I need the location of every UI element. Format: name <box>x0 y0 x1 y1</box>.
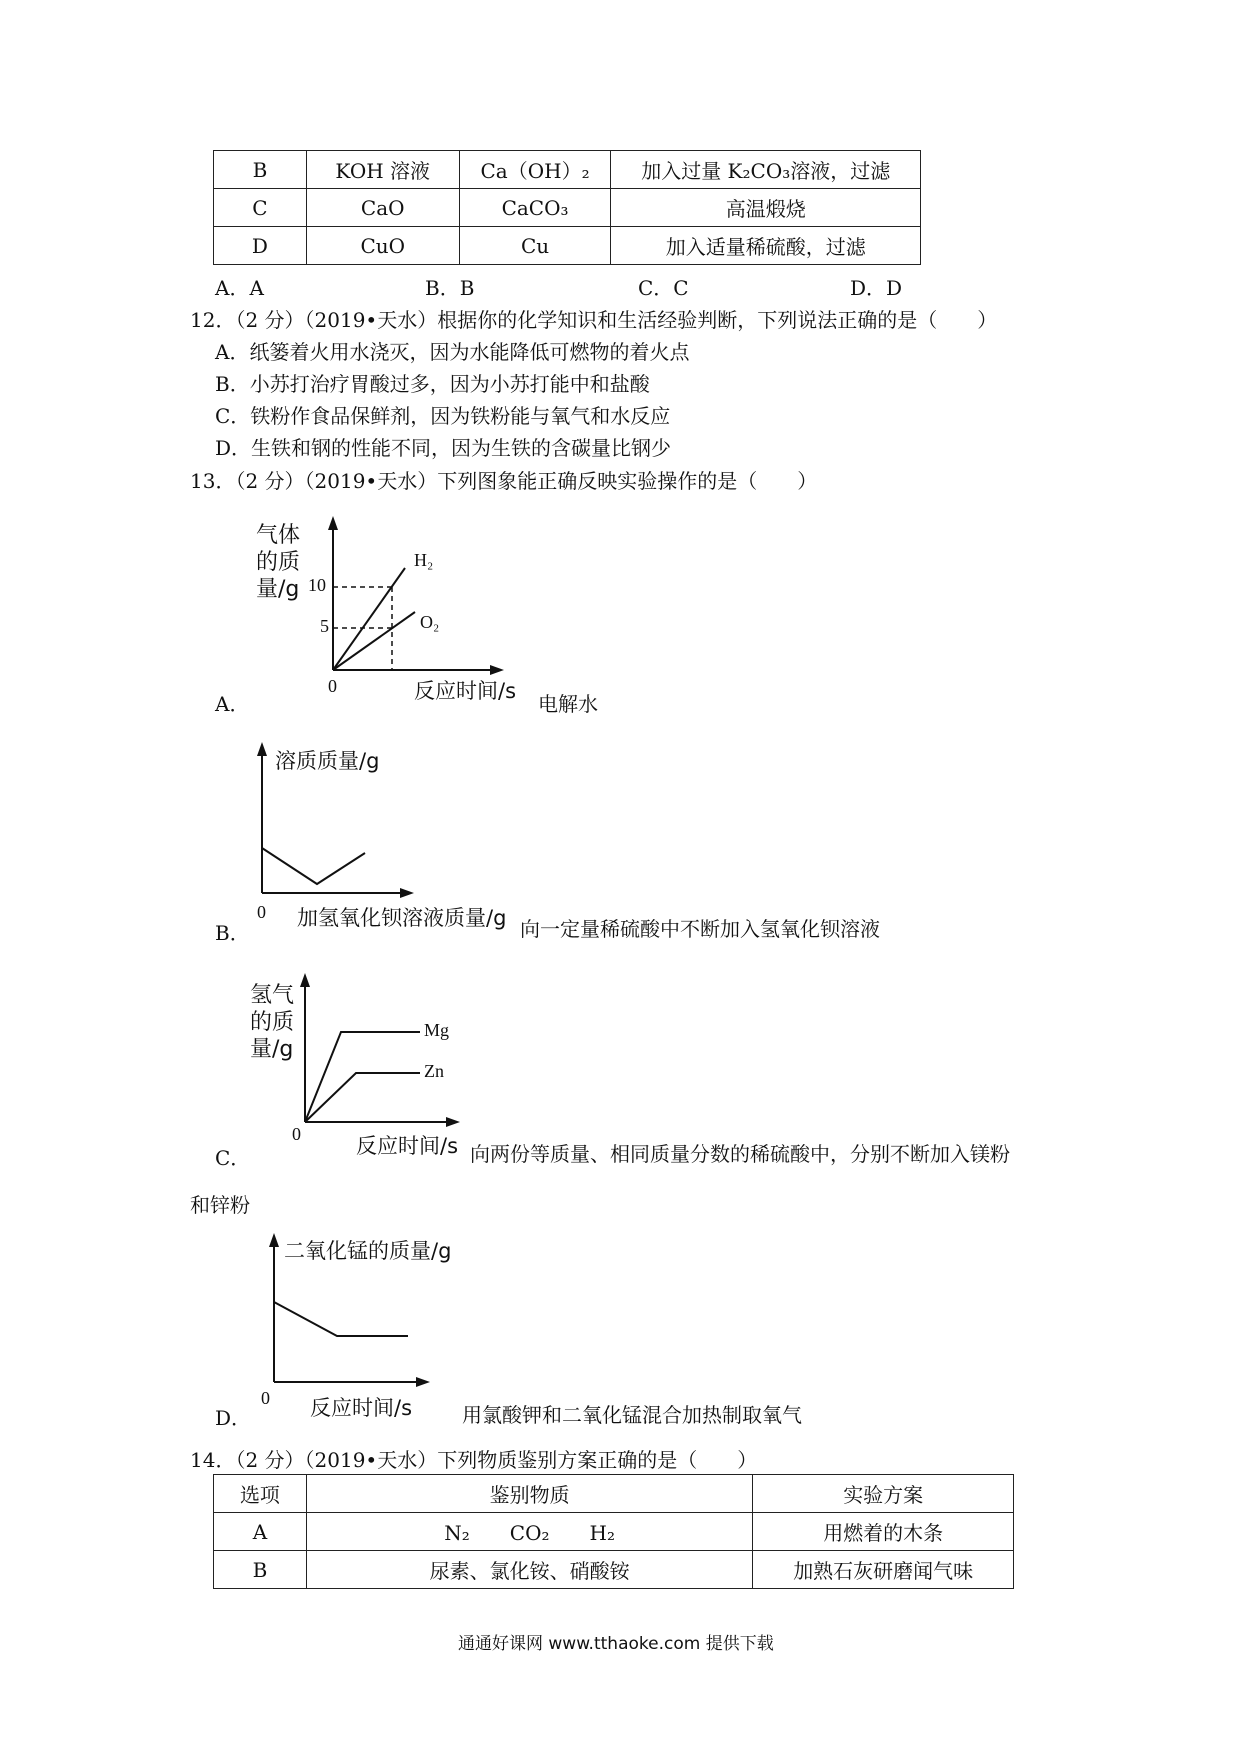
q12-option-c: C．铁粉作食品保鲜剂，因为铁粉能与氧气和水反应 <box>215 404 671 428</box>
table-cell: 加入适量稀硫酸，过滤 <box>611 227 921 265</box>
table-cell: CaCO₃ <box>459 189 611 227</box>
q13-c-label: C． <box>215 1146 251 1170</box>
graph-a-origin: 0 <box>328 676 337 696</box>
graph-c-xlabel: 反应时间/s <box>356 1134 459 1158</box>
question-12-stem: 12．（2 分）（2019•天水）根据你的化学知识和生活经验判断，下列说法正确的是（ ） <box>190 308 998 332</box>
q13-b-desc: 向一定量稀硫酸中不断加入氢氧化钡溶液 <box>520 917 880 941</box>
table-cell: 用燃着的木条 <box>753 1513 1014 1551</box>
table-cell: A <box>214 1513 307 1551</box>
option-c: C．C <box>638 276 689 300</box>
table-header-cell: 实验方案 <box>753 1475 1014 1513</box>
q13-a-label: A． <box>215 692 250 716</box>
graph-b-xlabel: 加氢氧化钡溶液质量/g <box>297 906 507 930</box>
table-cell: Cu <box>459 227 611 265</box>
option-a: A．A <box>215 276 264 300</box>
table-cell: C <box>214 189 307 227</box>
graph-a-ylabel-1: 气体 <box>256 523 301 548</box>
q13-c-desc: 向两份等质量、相同质量分数的稀硫酸中，分别不断加入镁粉 <box>470 1142 1010 1166</box>
option-b: B．B <box>425 276 475 300</box>
table-row <box>214 1551 1014 1589</box>
graph-d-ylabel: 二氧化锰的质量/g <box>284 1239 452 1263</box>
graph-a-tick-10: 10 <box>308 575 326 595</box>
option-d: D．D <box>850 276 903 300</box>
q13-c-desc-cont: 和锌粉 <box>190 1193 250 1217</box>
graph-a-xlabel: 反应时间/s <box>414 679 517 703</box>
q12-option-b: B．小苏打治疗胃酸过多，因为小苏打能中和盐酸 <box>215 372 650 396</box>
graph-c-ylabel-3: 量/g <box>250 1037 294 1062</box>
graph-d-y-arrow <box>269 1233 279 1247</box>
table-cell: Ca（OH）₂ <box>459 151 611 189</box>
table-cell: B <box>214 151 307 189</box>
page-footer: 通通好课网 www.tthaoke.com 提供下载 <box>458 1634 774 1654</box>
graph-a-tick-5: 5 <box>320 616 329 636</box>
graph-a-ylabel-2: 的质 <box>256 550 301 575</box>
graph-d-xlabel: 反应时间/s <box>310 1396 413 1420</box>
q13-b-label: B． <box>215 921 250 945</box>
graph-d-origin: 0 <box>261 1388 270 1408</box>
graph-c-ylabel-1: 氢气 <box>250 983 295 1008</box>
table-cell: CaO <box>306 189 459 227</box>
graph-c-zn-label: Zn <box>424 1061 444 1081</box>
table-cell: D <box>214 227 307 265</box>
q12-option-d: D．生铁和钢的性能不同，因为生铁的含碳量比钢少 <box>215 436 672 460</box>
table-cell: CuO <box>306 227 459 265</box>
question-13-stem: 13．（2 分）（2019•天水）下列图象能正确反映实验操作的是（ ） <box>190 469 818 493</box>
table-cell: 加熟石灰研磨闻气味 <box>753 1551 1014 1589</box>
table-row <box>214 1513 1014 1551</box>
table-cell: B <box>214 1551 307 1589</box>
graph-a-ylabel-3: 量/g <box>256 577 300 602</box>
graph-a-o2-label: O₂ <box>420 612 440 632</box>
table-cell: 尿素、氯化铵、硝酸铵 <box>306 1551 753 1589</box>
graph-c-origin: 0 <box>292 1124 301 1144</box>
graph-c-ylabel-2: 的质 <box>250 1010 295 1035</box>
question-14-stem: 14．（2 分）（2019•天水）下列物质鉴别方案正确的是（ ） <box>190 1448 758 1472</box>
table-header-row <box>214 1475 1014 1513</box>
table-cell: KOH 溶液 <box>306 151 459 189</box>
graph-a-h2-label: H₂ <box>414 550 434 570</box>
table-header-cell: 鉴别物质 <box>306 1475 753 1513</box>
table-cell: 高温煅烧 <box>611 189 921 227</box>
q13-d-label: D． <box>215 1406 252 1430</box>
table-header-cell: 选项 <box>214 1475 307 1513</box>
graph-d-curve <box>274 1302 408 1336</box>
graph-c-mg-label: Mg <box>424 1020 450 1040</box>
table-cell: N₂ CO₂ H₂ <box>306 1513 753 1551</box>
graph-b-origin: 0 <box>257 902 266 922</box>
q12-option-a: A．纸篓着火用水浇灭，因为水能降低可燃物的着火点 <box>215 340 690 364</box>
identification-table <box>213 1474 1014 1589</box>
table-cell: 加入过量 K₂CO₃溶液，过滤 <box>611 151 921 189</box>
q13-a-desc: 电解水 <box>538 692 598 716</box>
graph-d-x-arrow <box>416 1377 430 1387</box>
graph-b-ylabel: 溶质质量/g <box>275 749 380 773</box>
q13-d-desc: 用氯酸钾和二氧化锰混合加热制取氧气 <box>462 1403 802 1427</box>
